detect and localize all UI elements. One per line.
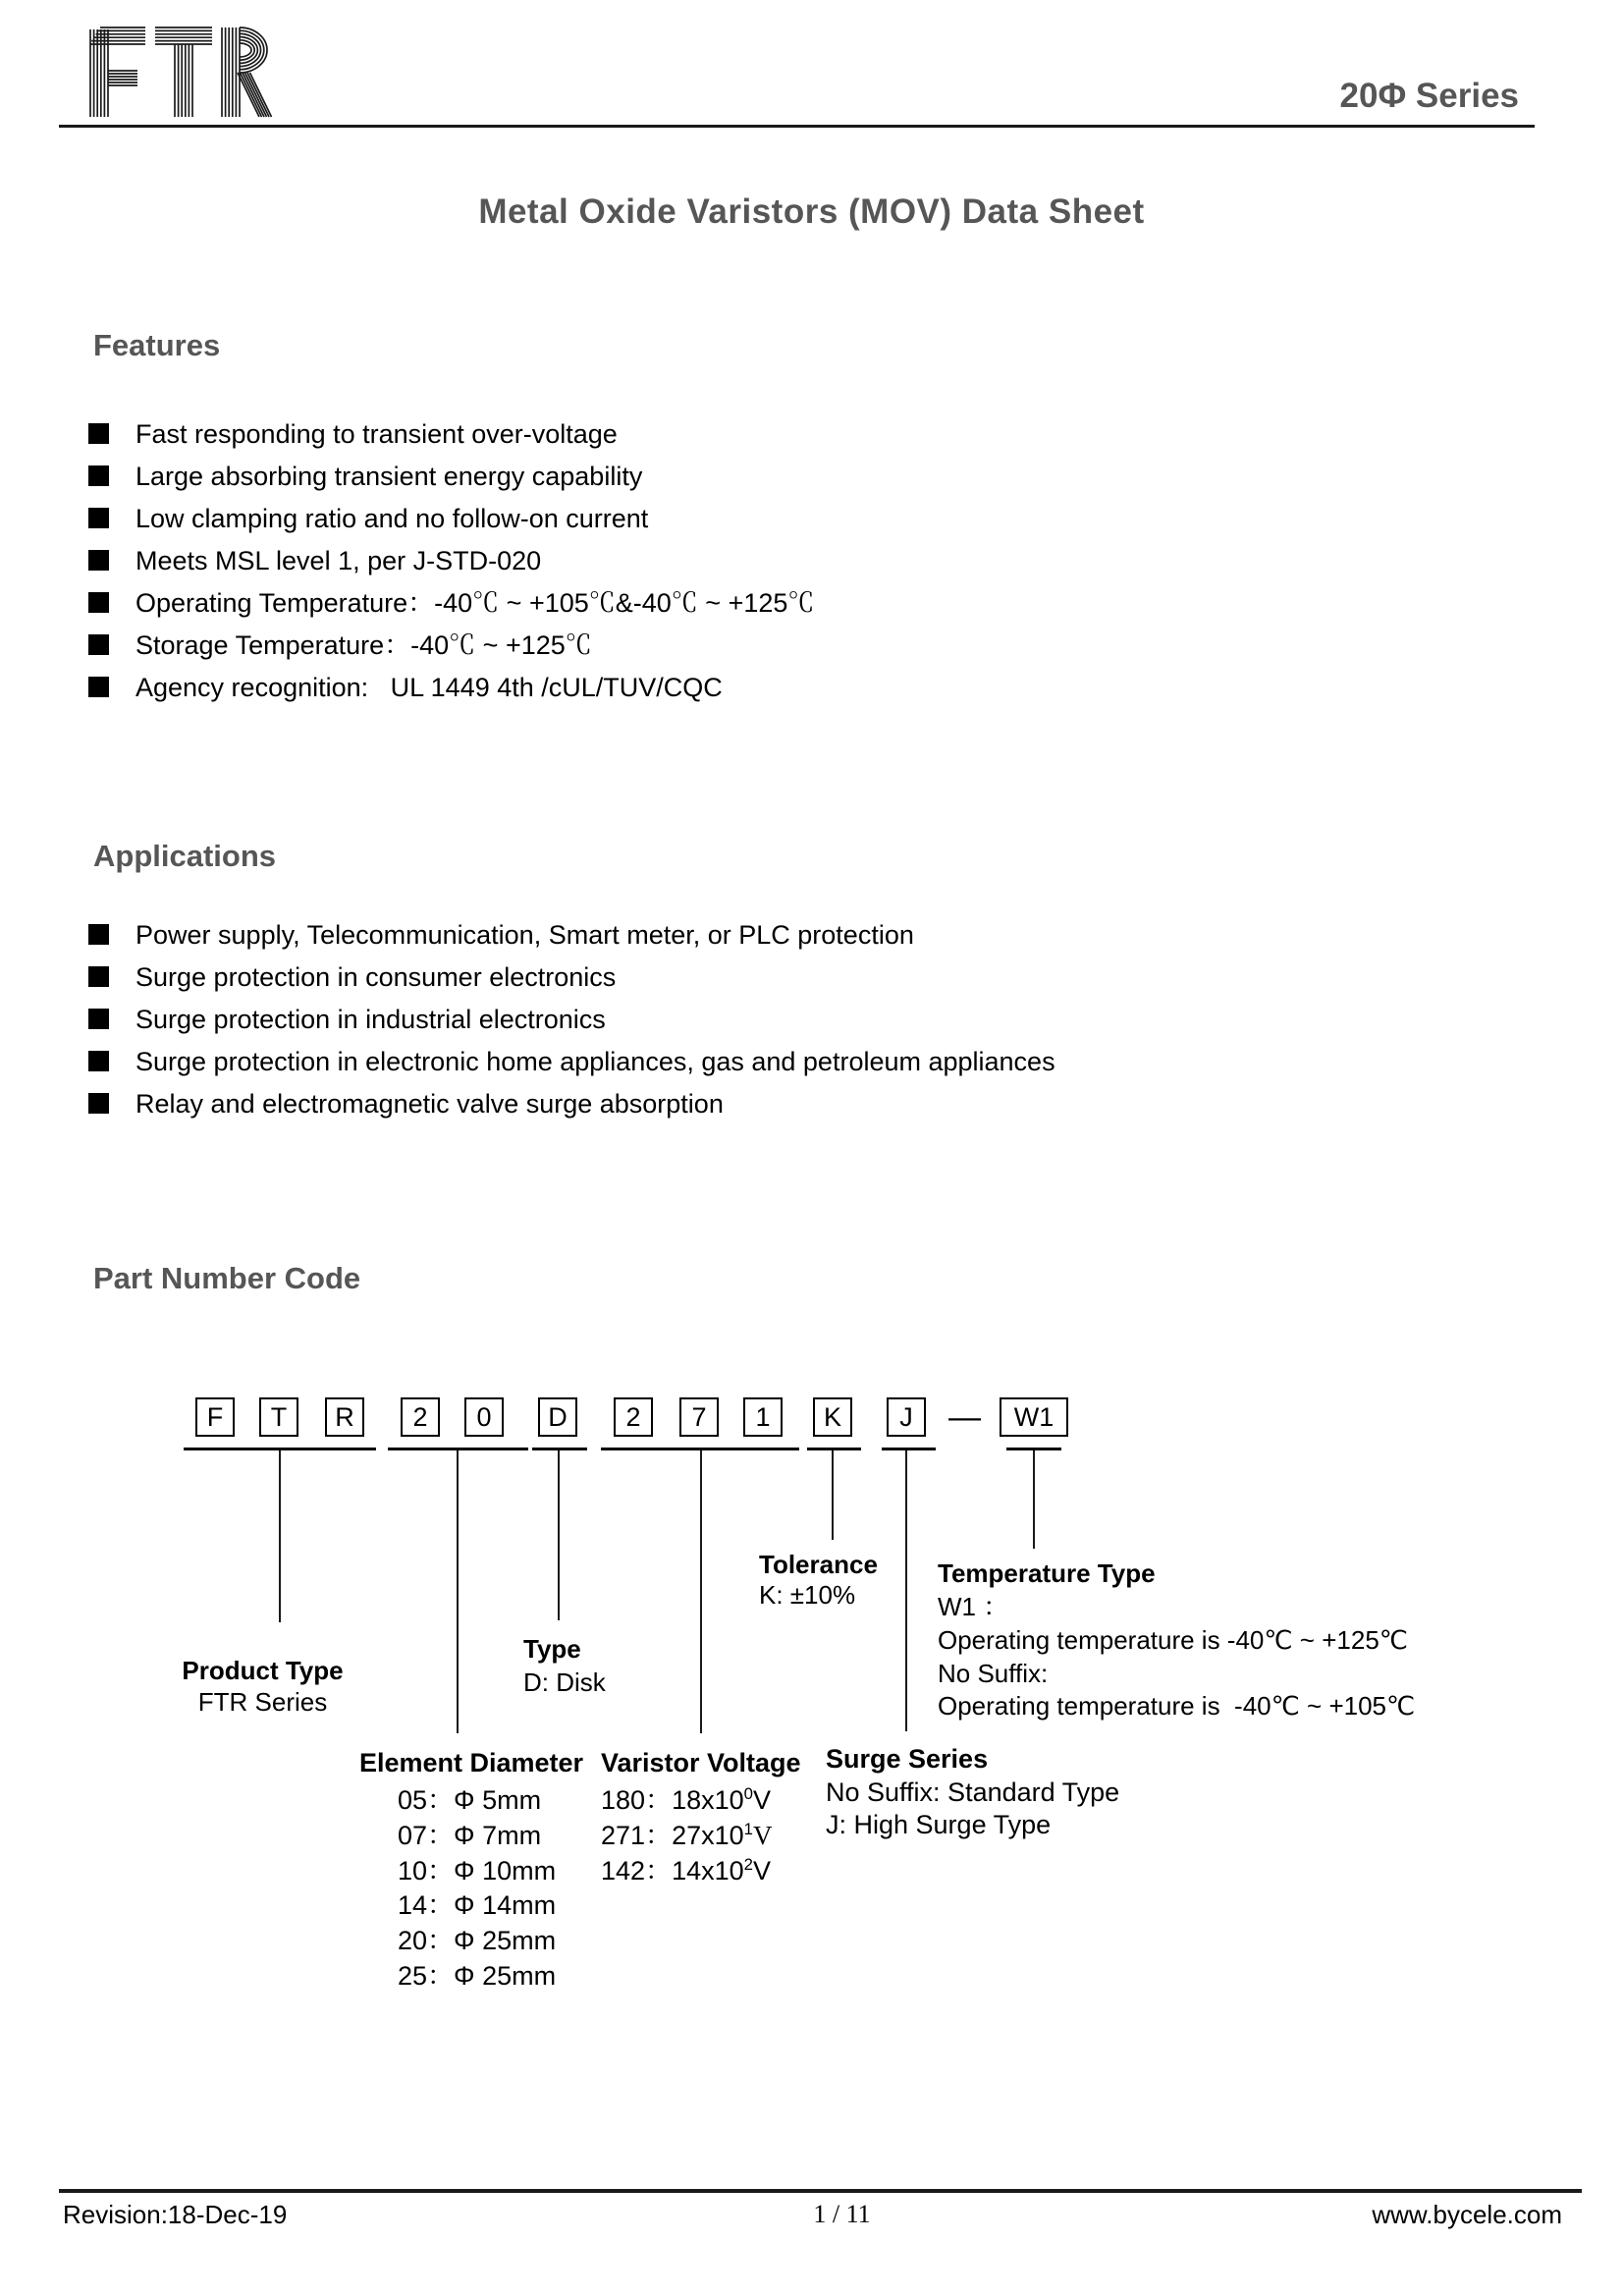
footer-revision: Revision:18-Dec-19 — [63, 2200, 288, 2229]
element-diameter-item: 25：Φ 25mm — [398, 1961, 557, 1991]
type-title: Type — [523, 1634, 581, 1664]
feature-text: Storage Temperature：-40℃ ~ +125℃ — [135, 630, 592, 660]
feature-item — [88, 503, 648, 534]
product-type-value: FTR Series — [197, 1687, 328, 1717]
code-box: 2 — [401, 1397, 440, 1437]
bullet-square-icon — [88, 1093, 109, 1114]
element-diameter-item: 14：Φ 14mm — [398, 1890, 557, 1920]
voltage-unit: V — [752, 1785, 771, 1815]
bullet-square-icon — [88, 1051, 109, 1071]
feature-item — [88, 461, 642, 492]
code-box: W1 — [1000, 1397, 1068, 1437]
voltage-code: 180： — [601, 1785, 673, 1815]
connector-line — [905, 1450, 907, 1731]
group-underline — [807, 1448, 861, 1450]
bullet-square-icon — [88, 592, 109, 613]
series-label: 20Φ Series — [1339, 77, 1519, 115]
feature-text: Meets MSL level 1, per J-STD-020 — [135, 546, 542, 575]
group-underline — [882, 1448, 936, 1450]
feature-item — [88, 418, 618, 450]
voltage-base: 27x10 — [672, 1821, 744, 1850]
connector-line — [279, 1450, 281, 1622]
code-box: 7 — [679, 1397, 719, 1437]
code-box: 0 — [464, 1397, 504, 1437]
code-box: D — [538, 1397, 577, 1437]
surge-series-line: No Suffix: Standard Type — [826, 1777, 1120, 1807]
footer-page-number: 1 / 11 — [813, 2200, 871, 2228]
code-box: F — [195, 1397, 235, 1437]
element-diameter-item: 20：Φ 25mm — [398, 1926, 557, 1955]
page-title: Metal Oxide Varistors (MOV) Data Sheet — [478, 192, 1145, 231]
bullet-square-icon — [88, 1009, 109, 1029]
type-value: D: Disk — [523, 1667, 606, 1697]
voltage-exponent: 2 — [743, 1855, 753, 1874]
bullet-square-icon — [88, 677, 109, 697]
voltage-base: 14x10 — [672, 1856, 744, 1886]
bullet-square-icon — [88, 634, 109, 655]
code-box: T — [259, 1397, 298, 1437]
application-item — [88, 1004, 606, 1035]
bullet-square-icon — [88, 508, 109, 528]
application-item — [88, 1088, 724, 1120]
surge-series-line: J: High Surge Type — [826, 1810, 1052, 1839]
application-item — [88, 961, 616, 993]
voltage-code: 142： — [601, 1856, 673, 1886]
connector-line — [558, 1450, 560, 1620]
surge-series-title: Surge Series — [826, 1744, 989, 1774]
feature-item — [88, 545, 541, 576]
features-heading: Features — [93, 328, 221, 362]
connector-line — [832, 1450, 834, 1540]
connector-line — [457, 1450, 459, 1733]
code-box: K — [813, 1397, 852, 1437]
footer-rule — [59, 2189, 1582, 2193]
bullet-square-icon — [88, 423, 109, 444]
application-text: Power supply, Telecommunication, Smart meter, or PLC protection — [135, 920, 914, 950]
application-text: Surge protection in electronic home appliances, gas and petroleum appliances — [135, 1047, 1055, 1076]
part-number-code-heading: Part Number Code — [93, 1261, 361, 1295]
connector-line — [700, 1450, 702, 1733]
varistor-voltage-title: Varistor Voltage — [601, 1748, 801, 1777]
connector-line — [1033, 1450, 1035, 1549]
bullet-square-icon — [88, 550, 109, 571]
application-item — [88, 919, 914, 951]
footer-website[interactable]: www.bycele.com — [1372, 2200, 1562, 2229]
tolerance-value: K: ±10% — [759, 1580, 856, 1610]
ftr-logo — [86, 24, 288, 121]
feature-item — [88, 672, 723, 703]
feature-item — [88, 587, 814, 619]
code-box: 2 — [614, 1397, 653, 1437]
bullet-square-icon — [88, 465, 109, 486]
temperature-type-title: Temperature Type — [938, 1558, 1156, 1588]
bullet-square-icon — [88, 924, 109, 945]
feature-text: Fast responding to transient over-voltage — [135, 419, 618, 449]
feature-item — [88, 629, 592, 661]
voltage-code: 271： — [601, 1821, 673, 1850]
element-diameter-item: 05：Φ 5mm — [398, 1785, 542, 1815]
code-box: 1 — [743, 1397, 783, 1437]
product-type-title: Product Type — [182, 1656, 344, 1685]
varistor-voltage-item — [601, 1820, 772, 1851]
code-box: J — [887, 1397, 926, 1437]
application-text: Surge protection in industrial electronics — [135, 1005, 606, 1034]
voltage-exponent: 1 — [743, 1820, 753, 1838]
element-diameter-title: Element Diameter — [358, 1748, 584, 1777]
voltage-exponent: 0 — [743, 1784, 753, 1803]
feature-text: Agency recognition: UL 1449 4th /cUL/TUV/CQC — [135, 673, 723, 702]
varistor-voltage-item — [601, 1784, 771, 1816]
bullet-square-icon — [88, 966, 109, 987]
group-underline — [532, 1448, 587, 1450]
temperature-type-line: W1 ： — [938, 1592, 1009, 1621]
element-diameter-item: 10：Φ 10mm — [398, 1856, 557, 1886]
separator-dash: — — [948, 1398, 981, 1435]
application-text: Surge protection in consumer electronics — [135, 962, 617, 992]
temperature-type-line: Operating temperature is -40℃ ~ +125℃ — [938, 1625, 1408, 1655]
applications-heading: Applications — [93, 839, 277, 873]
application-item — [88, 1046, 1055, 1077]
tolerance-title: Tolerance — [759, 1550, 878, 1579]
feature-text: Operating Temperature：-40℃ ~ +105℃&-40℃ ~ +125℃ — [135, 588, 815, 618]
temperature-type-line: No Suffix: — [938, 1659, 1049, 1688]
feature-text: Low clamping ratio and no follow-on current — [135, 504, 649, 533]
varistor-voltage-item — [601, 1855, 771, 1886]
application-text: Relay and electromagnetic valve surge absorption — [135, 1089, 724, 1119]
temperature-type-line: Operating temperature is -40℃ ~ +105℃ — [938, 1691, 1416, 1721]
voltage-base: 18x10 — [672, 1785, 744, 1815]
element-diameter-item: 07：Φ 7mm — [398, 1821, 542, 1850]
voltage-unit: V — [752, 1821, 773, 1850]
feature-text: Large absorbing transient energy capability — [135, 462, 643, 491]
header-rule — [59, 125, 1535, 128]
code-box: R — [325, 1397, 364, 1437]
voltage-unit: V — [752, 1856, 771, 1886]
